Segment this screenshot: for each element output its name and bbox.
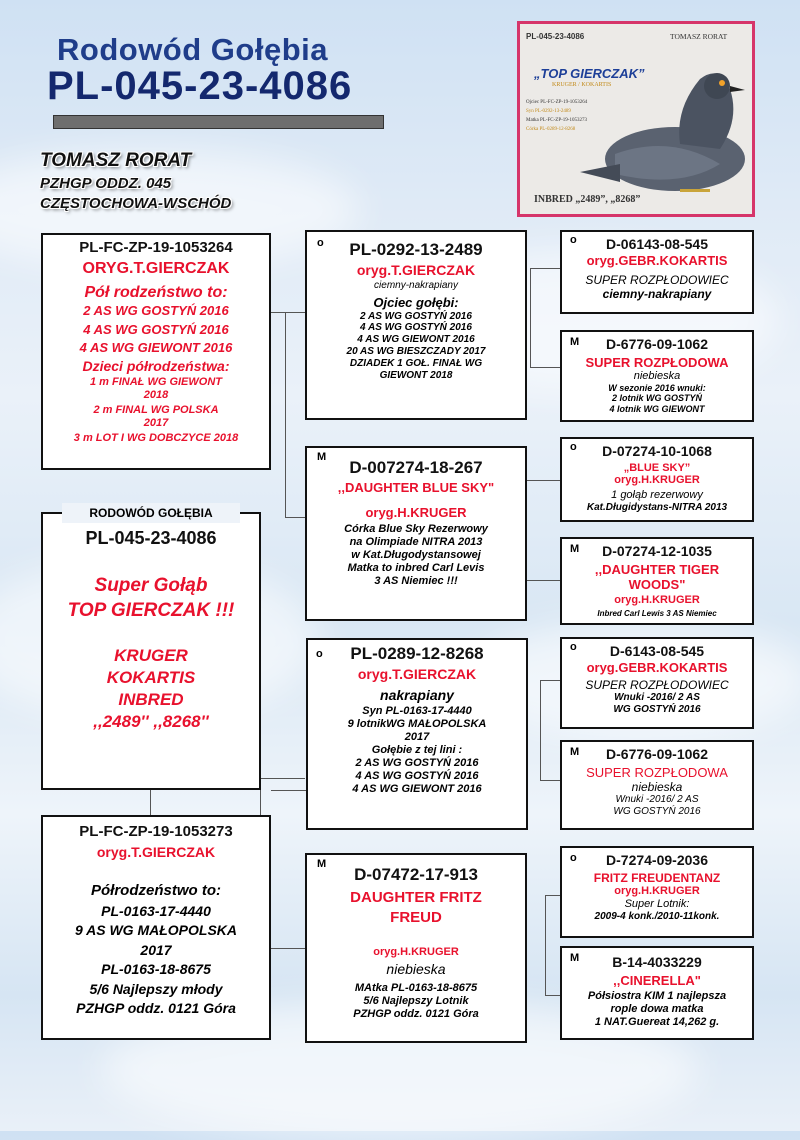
g3-line: 2 lotnik WG GOSTYŃ (611, 393, 702, 404)
title-underline-bar (53, 115, 384, 129)
main-box-label: RODOWÓD GOŁĘBIA (62, 503, 240, 523)
g3-ring: D-6143-08-545 (609, 643, 705, 659)
main-pigeon-box (41, 512, 261, 790)
g3-name: ,,CINERELLA" (613, 972, 701, 988)
photo-father: Ojciec PL-FC-ZP-19-1053264 (526, 100, 588, 105)
g3-origin: oryg.H.KRUGER (614, 884, 700, 897)
g3-origin: oryg.H.KRUGER (614, 594, 700, 607)
gender-marker: M (317, 451, 327, 463)
dam-line-2: 9 AS WG MAŁOPOLSKA (74, 922, 238, 939)
gender-marker: M (570, 336, 580, 348)
sire-origin: ORYG.T.GIERCZAK (82, 259, 230, 277)
g2-line: 20 AS WG BIESZCZADY 2017 (346, 346, 486, 358)
gender-marker: M (570, 746, 580, 758)
gender-marker: o (316, 648, 323, 660)
dam-origin: oryg.T.GIERCZAK (96, 843, 216, 860)
g2-line: 9 lotnikWG MAŁOPOLSKA (347, 718, 487, 731)
page-title: Rodowód Gołębia (57, 32, 328, 67)
photo-footer: INBRED „2489”, „8268” (534, 194, 641, 205)
g2-ring: D-007274-18-267 (349, 458, 483, 477)
g3-origin: oryg.GEBR.KOKARTIS (586, 659, 728, 675)
g3-name: SUPER ROZPŁODOWA (586, 764, 728, 780)
dam-ring: PL-FC-ZP-19-1053273 (79, 823, 233, 840)
g2-ring: PL-0292-13-2489 (349, 240, 483, 259)
grandparent-box-3 (306, 638, 528, 830)
dam-line-4: PL-0163-18-8675 (101, 961, 211, 978)
ancestor-box-6 (560, 740, 754, 830)
g3-ring: B-14-4033229 (612, 954, 702, 970)
g2-name: ,,DAUGHTER BLUE SKY" (337, 480, 495, 496)
g3-line: rople dowa matka (610, 1002, 704, 1015)
g3-line: Super Lotnik: (624, 897, 690, 910)
sire-small-4: 3 m LOT I WG DOBCZYCE 2018 (73, 431, 239, 444)
g3-line: W sezonie 2016 wnuki: (608, 382, 706, 393)
g2-origin: oryg.T.GIERCZAK (356, 262, 476, 279)
sire-small-0: 1 m FINAŁ WG GIEWONT (90, 375, 222, 388)
photo-sub: KRUGER / KOKARTIS (552, 82, 612, 88)
g2-line: 2 AS WG GOSTYŃ 2016 (360, 310, 472, 322)
g3-name: WOODS" (628, 576, 686, 592)
g3-line: 2009-4 konk./2010-11konk. (594, 910, 720, 922)
dam-line-3: 2017 (140, 941, 172, 958)
g2-line: Córka Blue Sky Rezerwowy (344, 522, 488, 535)
sire-line-0: Pół rodzeństwo to: (84, 283, 228, 301)
g2-name: DAUGHTER FRITZ (350, 889, 482, 907)
photo-owner: TOMASZ RORAT (670, 32, 728, 41)
g2-line: 5/6 Najlepszy Lotnik (363, 994, 469, 1007)
ancestor-box-3 (560, 437, 754, 522)
gender-marker: M (317, 858, 327, 870)
gender-marker: M (570, 952, 580, 964)
g2-origin: oryg.H.KRUGER (365, 505, 467, 521)
g2-name: FREUD (390, 908, 442, 926)
sire-ring: PL-FC-ZP-19-1053264 (79, 239, 233, 256)
g3-ring: D-6776-09-1062 (606, 336, 708, 352)
main-line-6: ,,2489'' ,,8268'' (93, 712, 209, 732)
g2-line: 4 AS WG GOSTYŃ 2016 (360, 322, 472, 334)
g2-origin: oryg.T.GIERCZAK (357, 666, 477, 683)
gender-marker: o (570, 441, 577, 453)
sire-line-1: 2 AS WG GOSTYŃ 2016 (83, 303, 229, 319)
g2-line: na Olimpiade NITRA 2013 (349, 535, 483, 548)
g3-line: 1 gołąb rezerwowy (611, 489, 703, 502)
g3-name: SUPER ROZPŁODOWA (585, 354, 729, 370)
dam-line-6: PZHGP oddz. 0121 Góra (76, 1000, 236, 1017)
photo-ring: PL-045-23-4086 (526, 32, 585, 41)
ancestor-box-7 (560, 846, 754, 938)
g2-color: niebieska (386, 961, 446, 978)
g2-color: ciemny-nakrapiany (374, 279, 458, 291)
main-line-1: Super Gołąb (94, 575, 208, 597)
owner-club: PZHGP ODDZ. 045 (40, 175, 172, 192)
g3-line: ciemny-nakrapiany (602, 287, 712, 301)
g2-line: 2 AS WG GOSTYŃ 2016 (355, 756, 479, 769)
photo-mother: Matka PL-FC-ZP-19-1053273 (526, 118, 587, 123)
g3-ring: D-06143-08-545 (606, 236, 708, 252)
owner-name: TOMASZ RORAT (40, 150, 192, 171)
g2-ring: D-07472-17-913 (354, 865, 478, 884)
g2-origin: oryg.H.KRUGER (373, 946, 459, 959)
grandparent-box-2 (305, 446, 527, 621)
g2-line: Syn PL-0163-17-4440 (362, 705, 472, 718)
g3-line: SUPER ROZPŁODOWIEC (585, 677, 729, 692)
dam-line-0: Półrodzeństwo to: (91, 882, 221, 900)
g3-origin: oryg.GEBR.KOKARTIS (586, 252, 728, 268)
owner-city: CZĘSTOCHOWA-WSCHÓD (40, 195, 232, 212)
grandparent-box-1 (305, 230, 527, 420)
sire-small-2: 2 m FINAL WG POLSKA (93, 403, 219, 416)
g2-line: 4 AS WG GIEWONT 2016 (352, 782, 482, 795)
sire-small-1: 2018 (143, 388, 169, 401)
g3-ring: D-6776-09-1062 (606, 746, 708, 762)
g3-origin: oryg.H.KRUGER (614, 474, 700, 487)
photo-mother-line2: Córka PL-0289-12-8268 (526, 127, 576, 132)
g3-ring: D-07274-12-1035 (602, 543, 712, 559)
photo-father-line2: Syn PL-0292-13-2489 (526, 109, 571, 114)
g2-line: 4 AS WG GOSTYŃ 2016 (355, 769, 479, 782)
g2-line: Gołębie z tej lini : (371, 743, 463, 756)
dam-line-5: 5/6 Najlepszy młody (89, 980, 223, 997)
g3-name: ,,DAUGHTER TIGER (594, 561, 720, 577)
main-line-5: INBRED (118, 690, 184, 710)
grandparent-box-4 (305, 853, 527, 1043)
sire-line-2: 4 AS WG GOSTYŃ 2016 (83, 321, 229, 337)
g3-line: Inbred Carl Lewis 3 AS Niemiec (597, 609, 717, 619)
dam-line-1: PL-0163-17-4440 (101, 902, 211, 919)
main-ring: PL-045-23-4086 (85, 528, 217, 548)
g3-line: Wnuki -2016/ 2 AS (614, 692, 700, 703)
g3-line: SUPER ROZPŁODOWIEC (585, 272, 729, 287)
g3-line: 4 lotnik WG GIEWONT (609, 404, 705, 415)
g3-line: Wnuki -2016/ 2 AS (615, 794, 699, 805)
g2-color: nakrapiany (380, 686, 454, 703)
g2-line: 3 AS Niemiec !!! (374, 574, 458, 587)
g3-ring: D-07274-10-1068 (602, 443, 712, 459)
gender-marker: o (570, 641, 577, 653)
g2-line: 2017 (404, 731, 430, 744)
sire-line-3: 4 AS WG GIEWONT 2016 (79, 340, 233, 356)
ancestor-box-1 (560, 230, 754, 314)
g2-line: DZIADEK 1 GOŁ. FINAŁ WG (349, 357, 483, 369)
g3-name: „BLUE SKY” (623, 461, 691, 474)
sire-line-4: Dzieci półrodzeństwa: (82, 358, 230, 375)
g3-color: niebieska (631, 779, 683, 794)
g3-line: WG GOSTYŃ 2016 (613, 703, 701, 715)
ancestor-box-2 (560, 330, 754, 422)
sire-small-3: 2017 (143, 416, 169, 429)
g3-line: Kat.Długidystans-NITRA 2013 (586, 502, 728, 514)
gender-marker: o (317, 237, 324, 249)
pigeon-icon (580, 54, 752, 204)
g3-line: Półsiostra KIM 1 najlepsza (587, 989, 727, 1002)
g3-color: niebieska (633, 369, 681, 382)
ancestor-box-5 (560, 637, 754, 729)
ancestor-box-4 (560, 537, 754, 625)
g2-ring: PL-0289-12-8268 (350, 644, 484, 663)
gender-marker: M (570, 543, 580, 555)
main-line-3: KRUGER (114, 646, 188, 666)
pigeon-ring-number: PL-045-23-4086 (47, 64, 353, 108)
ancestor-box-8 (560, 946, 754, 1040)
gender-marker: o (570, 852, 577, 864)
g3-line: 1 NAT.Guereat 14,262 g. (594, 1015, 720, 1028)
gender-marker: o (570, 234, 577, 246)
sire-box (41, 233, 271, 470)
g2-line: 4 AS WG GIEWONT 2016 (357, 334, 475, 346)
main-line-2: TOP GIERCZAK !!! (67, 599, 235, 621)
g3-ring: D-7274-09-2036 (606, 852, 708, 868)
photo-pigeon-name: „TOP GIERCZAK” (534, 66, 645, 81)
g3-name: FRITZ FREUDENTANZ (593, 870, 721, 885)
main-line-4: KOKARTIS (106, 668, 196, 688)
g2-line: Matka to inbred Carl Levis (347, 561, 485, 574)
pigeon-photo-card (517, 21, 755, 217)
g2-line: PZHGP oddz. 0121 Góra (353, 1007, 479, 1020)
g2-line: w Kat.Długodystansowej (351, 548, 481, 561)
dam-box (41, 815, 271, 1040)
g3-line: WG GOSTYŃ 2016 (613, 805, 701, 817)
g2-line: MAtka PL-0163-18-8675 (354, 981, 478, 994)
g2-line: GIEWONT 2018 (379, 369, 453, 381)
g2-head: Ojciec gołębi: (373, 295, 459, 311)
